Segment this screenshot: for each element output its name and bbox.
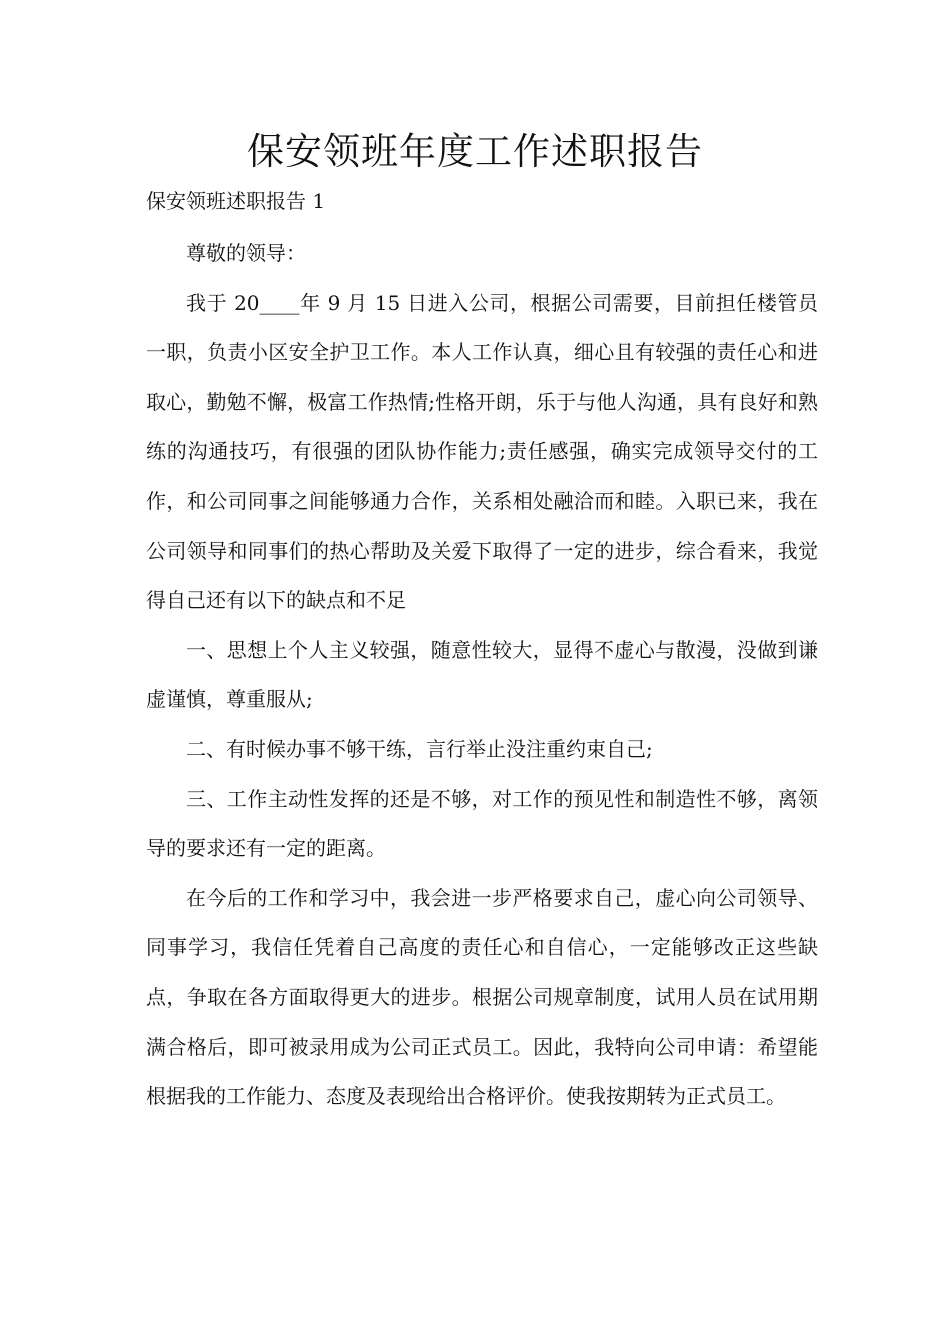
document-body <box>146 229 818 1122</box>
document-subtitle: 保安领班述职报告 1 <box>146 189 326 213</box>
body-paragraph: 我于 20____年 9 月 15 日进入公司，根据公司需要，目前担任楼管员一职，负责小区安全护卫工作。本人工作认真，细心且有较强的责任心和进取心，勤勉不懈，极富工作热情;性格开朗，乐于与他人沟通，具有良好和熟练的沟通技巧，有很强的团队协作能力;责任感强，确实完成领导交付的工作，和公司同事之间能够通力合作，关系相处融洽而和睦。入职已来，我在公司领导和同事们的热心帮助及关爱下取得了一定的进步，综合看来，我觉得自己还有以下的缺点和不足 <box>146 290 818 613</box>
salutation: 尊敬的领导： <box>186 241 306 265</box>
shortcoming-item-2: 二、有时候办事不够干练，言行举止没注重约束自己; <box>186 736 653 761</box>
document-title: 保安领班年度工作述职报告 <box>247 130 703 173</box>
shortcoming-item-1: 一、思想上个人主义较强，随意性较大，显得不虚心与散漫，没做到谦虚谨慎，尊重服从; <box>146 637 818 712</box>
shortcoming-item-3: 三、工作主动性发挥的还是不够，对工作的预见性和制造性不够，离领导的要求还有一定的距离。 <box>146 786 818 861</box>
body-paragraph: 在今后的工作和学习中，我会进一步严格要求自己，虚心向公司领导、同事学习，我信任凭着自己高度的责任心和自信心，一定能够改正这些缺点，争取在各方面取得更大的进步。根据公司规章制度，试用人员在试用期满合格后，即可被录用成为公司正式员工。因此，我特向公司申请：希望能根据我的工作能力、态度及表现给出合格评价。使我按期转为正式员工。 <box>146 885 818 1109</box>
